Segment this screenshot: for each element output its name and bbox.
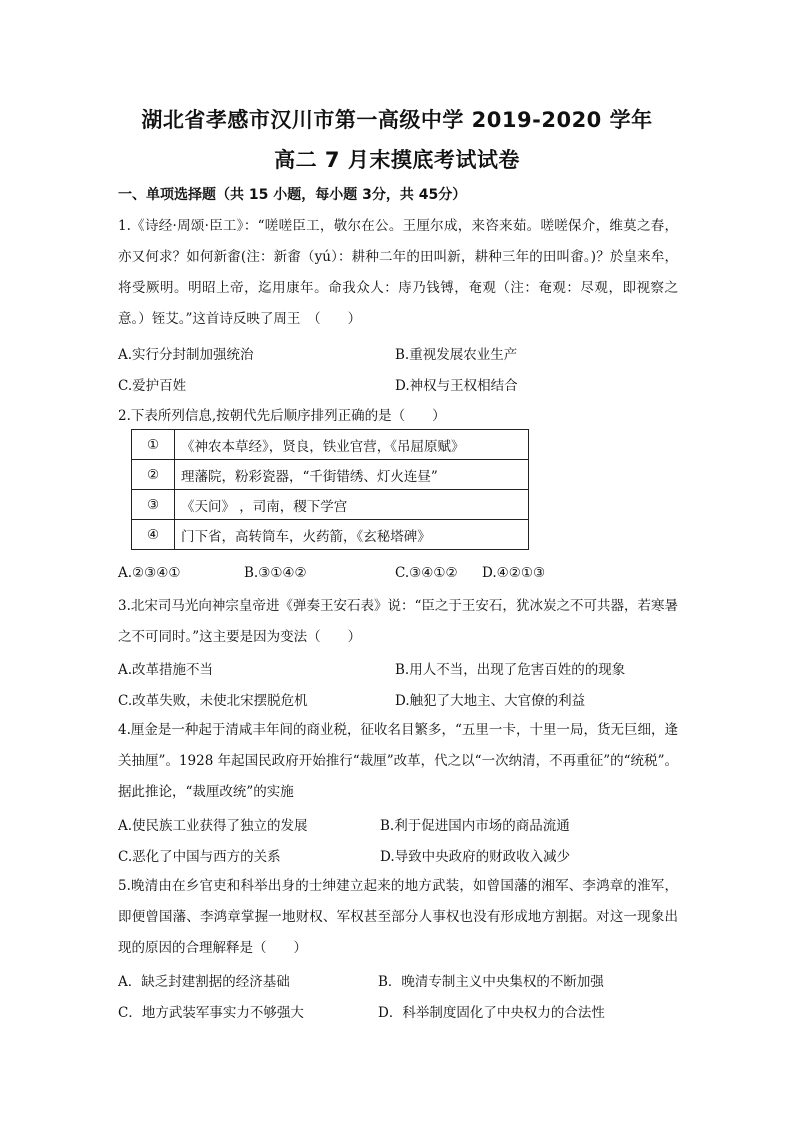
table-row xyxy=(132,430,529,460)
table-cell-text: 《天问》 ，司南，稷下学宫 xyxy=(175,490,529,520)
question-5-option-b: B．晚清专制主义中央集权的不断加强 xyxy=(378,974,604,990)
question-5-option-a: A．缺乏封建割据的经济基础 xyxy=(118,974,290,990)
question-5-stem: 5.晚清由在乡官吏和科举出身的士绅建立起来的地方武装，如曾国藩的湘军、李鸿章的淮军，即便曾国藩、李鸿章掌握一地财权、军权甚至部分人事权也没有形成地方割据。对这一现象出现的原因的合理解释是（ ） xyxy=(118,878,678,956)
question-1-option-d: D.神权与王权相结合 xyxy=(395,378,518,394)
table-cell-num: ② xyxy=(132,460,175,490)
question-1-option-a: A.实行分封制加强统治 xyxy=(118,347,254,363)
table-cell-num: ③ xyxy=(132,490,175,520)
question-5-option-c: C．地方武装军事实力不够强大 xyxy=(118,1005,304,1021)
question-4-option-d: D.导致中央政府的财政收入减少 xyxy=(380,849,571,865)
question-1-option-c: C.爱护百姓 xyxy=(118,378,187,394)
question-2-stem: 2.下表所列信息,按朝代先后顺序排列正确的是（ ） xyxy=(118,408,446,424)
table-cell-num: ④ xyxy=(132,520,175,550)
question-1-stem: 1.《诗经·周颂·臣工》：“嗟嗟臣工，敬尔在公。王厘尔成，来咨来茹。嗟嗟保介，维莫之春，亦又何求？如何新畬(注：新畬（yú）：耕种二年的田叫新，耕种三年的田叫畬。)？於皇来牟，将受厥明。明昭上帝，迄用康年。命我众人：庤乃钱镈，奄观（注：奄观：尽观，即视察之意。）铚艾。”这首诗反映了周王 （ ） xyxy=(118,218,678,327)
question-4-option-a: A.使民族工业获得了独立的发展 xyxy=(118,818,308,834)
question-3-option-c: C.改革失败，未使北宋摆脱危机 xyxy=(118,693,308,709)
question-3-option-a: A.改革措施不当 xyxy=(118,662,214,678)
exam-title-line1: 湖北省孝感市汉川市第一高级中学 2019-2020 学年 xyxy=(141,108,653,132)
table-cell-text: 《神农本草经》，贤良，铁业官营，《吊屈原赋》 xyxy=(175,430,529,460)
table-cell-num: ① xyxy=(132,430,175,460)
table-row xyxy=(132,460,529,490)
table-row xyxy=(132,490,529,520)
question-4-stem: 4.厘金是一种起于清咸丰年间的商业税，征收名目繁多，“五里一卡，十里一局，货无巨细，逢关抽厘”。1928 年起国民政府开始推行“裁厘”改革，代之以“一次纳清，不再重征”的“统税”。据此推论，“裁厘改统”的实施 xyxy=(118,722,678,800)
table-cell-text: 理藩院，粉彩瓷器，“千街错绣、灯火连昼” xyxy=(175,460,529,490)
question-2-option-c: C.③④①② xyxy=(395,565,458,581)
question-2-table xyxy=(131,429,529,550)
table-cell-text: 门下省，高转筒车，火药箭，《玄秘塔碑》 xyxy=(175,520,529,550)
exam-title-line2: 高二 7 月末摸底考试试卷 xyxy=(274,148,520,172)
question-3-option-d: D.触犯了大地主、大官僚的利益 xyxy=(395,693,586,709)
question-2-option-a: A.②③④① xyxy=(118,565,181,581)
question-5-option-d: D．科举制度固化了中央权力的合法性 xyxy=(378,1005,605,1021)
question-1-option-b: B.重视发展农业生产 xyxy=(395,347,518,363)
question-4-option-c: C.恶化了中国与西方的关系 xyxy=(118,849,281,865)
question-2-option-d: D.④②①③ xyxy=(482,565,546,581)
table-row xyxy=(132,520,529,550)
section-heading: 一、单项选择题（共 15 小题，每小题 3分，共 45分） xyxy=(118,187,467,203)
question-3-stem: 3.北宋司马光向神宗皇帝进《弹奏王安石表》说：“臣之于王安石，犹冰炭之不可共器，若寒暑之不可同时。”这主要是因为变法（ ） xyxy=(118,598,678,645)
question-2-option-b: B.③①④② xyxy=(244,565,307,581)
question-3-option-b: B.用人不当，出现了危害百姓的的现象 xyxy=(395,662,626,678)
question-4-option-b: B.利于促进国内市场的商品流通 xyxy=(380,818,570,834)
